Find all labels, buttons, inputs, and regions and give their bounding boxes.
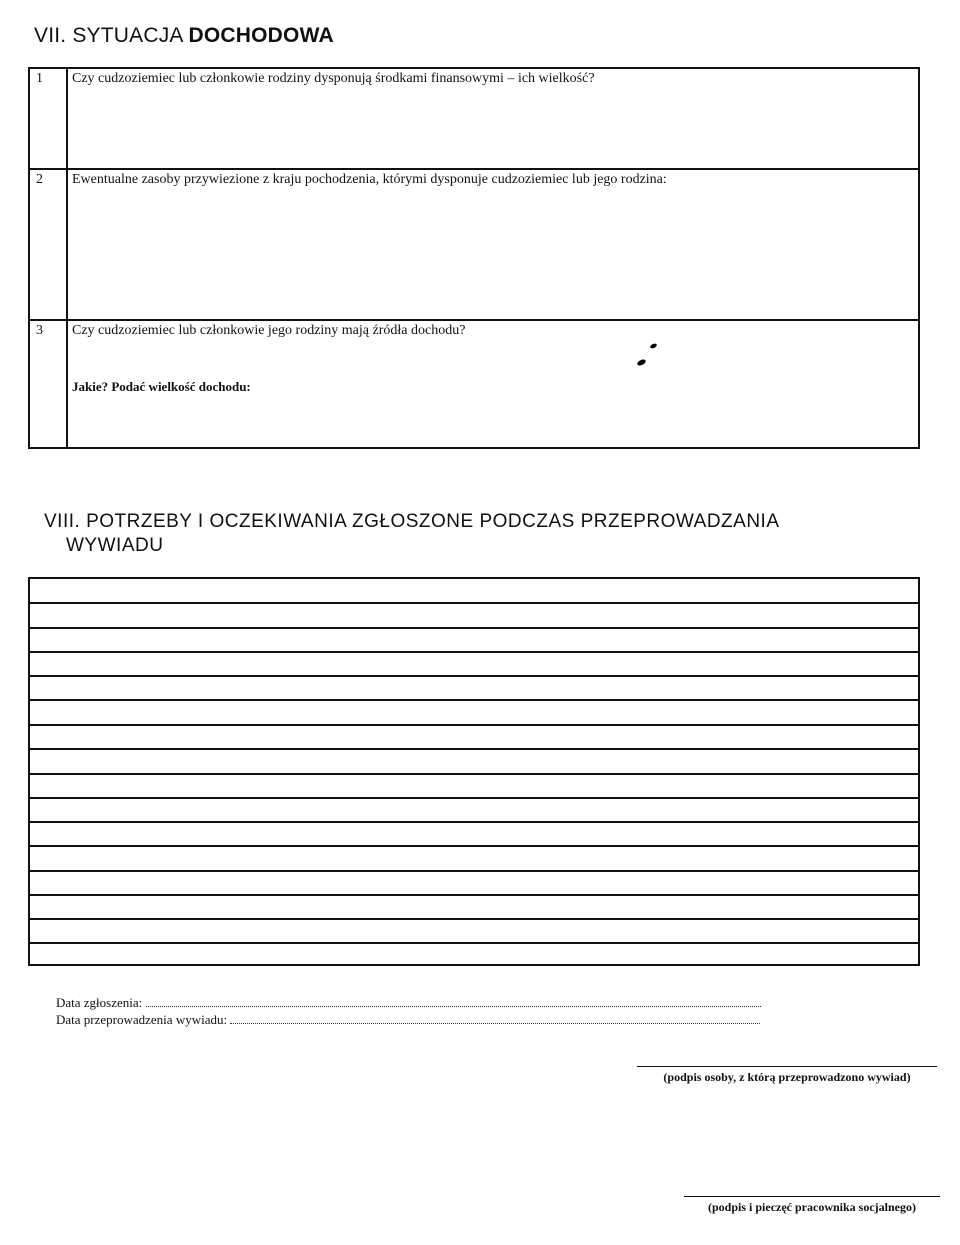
- writing-line: [30, 894, 918, 896]
- question-resources-from-home-country[interactable]: Ewentualne zasoby przywiezione z kraju pochodzenia, którymi dysponuje cudzoziemiec lub jego rodzina:: [67, 169, 919, 320]
- writing-line: [30, 845, 918, 847]
- income-amount-prompt: Jakie? Podać wielkość dochodu:: [72, 379, 251, 394]
- question-text: Czy cudzoziemiec lub członkowie jego rodziny mają źródła dochodu?: [72, 323, 466, 338]
- question-income-sources[interactable]: [67, 320, 919, 448]
- writing-line: [30, 651, 918, 653]
- row-number: 3: [29, 320, 67, 448]
- table-row: [29, 68, 919, 169]
- interviewee-signature-line[interactable]: (podpis osoby, z którą przeprowadzono wywiad): [637, 1066, 937, 1085]
- section-8-title: VIII. POTRZEBY I OCZEKIWANIA ZGŁOSZONE PODCZAS PRZEPROWADZANIA WYWIADU: [44, 511, 780, 556]
- interview-date-line: [56, 1011, 761, 1028]
- table-row: [29, 320, 919, 448]
- interview-date-label: Data przeprowadzenia wywiadu:: [56, 1012, 228, 1027]
- needs-writing-area[interactable]: [28, 577, 920, 966]
- section-7-title: VII. SYTUACJA DOCHODOWA: [34, 24, 334, 47]
- writing-line: [30, 724, 918, 726]
- row-number: 1: [29, 68, 67, 169]
- writing-line: [30, 602, 918, 604]
- writing-line: [30, 627, 918, 629]
- income-table: [28, 67, 920, 449]
- report-date-line: [56, 994, 761, 1011]
- writing-line: [30, 797, 918, 799]
- social-worker-signature-line[interactable]: (podpis i pieczęć pracownika socjalnego): [684, 1196, 940, 1215]
- table-row: [29, 169, 919, 320]
- writing-line: [30, 675, 918, 677]
- report-date-field[interactable]: [146, 996, 761, 1007]
- question-financial-means[interactable]: Czy cudzoziemiec lub członkowie rodziny dysponują środkami finansowymi – ich wielkość?: [67, 68, 919, 169]
- interview-date-field[interactable]: [230, 1013, 760, 1024]
- row-number: 2: [29, 169, 67, 320]
- writing-line: [30, 773, 918, 775]
- dates-block: [56, 994, 761, 1028]
- report-date-label: Data zgłoszenia:: [56, 995, 143, 1010]
- writing-line: [30, 821, 918, 823]
- writing-line: [30, 699, 918, 701]
- writing-line: [30, 918, 918, 920]
- writing-line: [30, 748, 918, 750]
- writing-line: [30, 870, 918, 872]
- writing-line: [30, 942, 918, 944]
